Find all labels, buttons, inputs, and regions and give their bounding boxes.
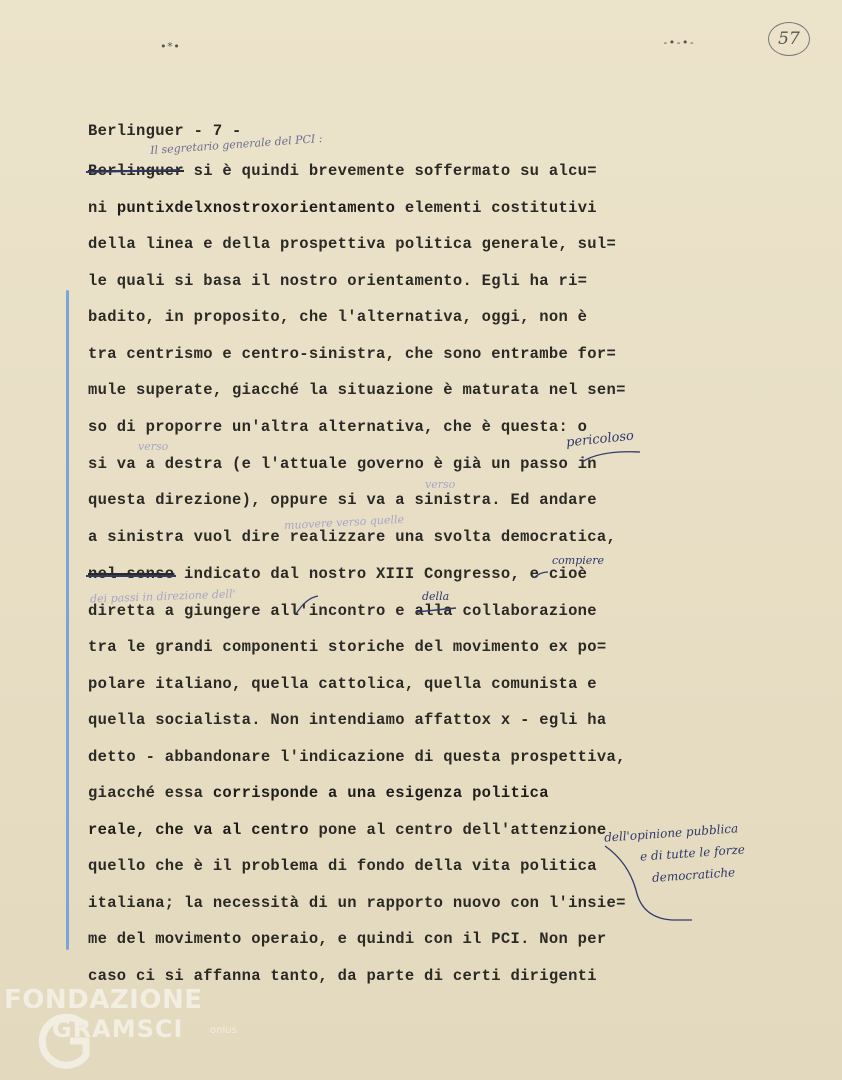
caret-all xyxy=(296,596,318,614)
line-text: elementi costitutivi xyxy=(395,199,597,217)
line-text: so di proporre un'altra alternativa, che è questa: o xyxy=(88,418,588,436)
annotation-della: della xyxy=(422,590,450,603)
strike-berlinguer-stroke xyxy=(86,170,180,172)
annotation-pericoloso: pericoloso xyxy=(565,428,635,451)
line-text: questa direzione), oppure si va a sinistra. Ed andare xyxy=(88,491,597,509)
fondazione-gramsci-watermark xyxy=(4,985,254,1075)
line-text: a sinistra vuol dire realizzare una svolta democratica, xyxy=(88,528,617,546)
overtyped-text: puntixdelxnostroxorientamento xyxy=(116,199,396,217)
annotation-compiere: compiere xyxy=(552,554,605,567)
line-text: pone al centro dell'attenzione xyxy=(308,821,607,839)
line-text: tra centrismo e centro-sinistra, che sono entrambe for= xyxy=(88,345,617,363)
watermark-line-2: GRAMSCI xyxy=(52,1015,184,1043)
faint-pencil-3: dei passi in direzione dell' xyxy=(89,587,236,606)
line-text: mule superate, giacché la situazione è maturata nel sen= xyxy=(88,381,626,399)
watermark-line-1: FONDAZIONE xyxy=(4,985,203,1015)
faint-pencil-1: verso xyxy=(138,440,169,453)
line-text: quello che è il problema di fondo della vita politica xyxy=(88,857,597,875)
line-text: me del movimento operaio, e quindi con il PCI. Non per xyxy=(88,930,607,948)
line-text: quella socialista. Non intendiamo affattox x - egli ha xyxy=(88,711,607,729)
line-text: badito, in proposito, che l'alternativa, oggi, non è xyxy=(88,308,588,326)
document-title: Berlinguer - 7 - xyxy=(88,122,242,140)
line-prefix: giacché essa xyxy=(88,784,213,802)
watermark-onlus: onlus xyxy=(210,1025,237,1036)
line-text: detto - abbandonare l'indicazione di questa prospettiva, xyxy=(88,748,626,766)
caret-pericoloso xyxy=(582,452,640,462)
line-text: tra le grandi componenti storiche del movimento ex po= xyxy=(88,638,607,656)
line-text: caso ci si affanna tanto, da parte di certi dirigenti xyxy=(88,967,597,985)
top-right-mark: -•-•- xyxy=(662,36,696,49)
struck-word: Berlinguer xyxy=(88,162,185,180)
top-left-mark: •*• xyxy=(160,40,180,53)
line-text: si è quindi brevemente soffermato su alcu= xyxy=(184,162,597,180)
line-prefix: ni xyxy=(88,199,117,217)
page-number-circled: 57 xyxy=(768,22,810,56)
line-text: polare italiano, quella cattolica, quella comunista e xyxy=(88,675,597,693)
line-text: della linea e della prospettiva politica generale, sul= xyxy=(88,235,617,253)
line-text: indicato dal nostro XIII Congresso, e cioè xyxy=(174,565,588,583)
strike-alla xyxy=(416,608,456,612)
annotation-above-line1: Il segretario generale del PCI : xyxy=(149,131,323,158)
faint-pencil-2: muovere verso quelle xyxy=(283,512,405,533)
line-text: diretta a giungere all'incontro e alla collaborazione xyxy=(88,602,597,620)
margin-note-line-3: democratiche xyxy=(651,865,736,885)
line-text: le quali si basa il nostro orientamento. Egli ha ri= xyxy=(88,272,588,290)
line-text: si va a destra (e l'attuale governo è già un passo in xyxy=(88,455,597,473)
line-text: italiana; la necessità di un rapporto nuovo con l'insie= xyxy=(88,894,626,912)
overtyped-text: reale, che va al centro xyxy=(88,821,309,839)
caret-compiere xyxy=(534,572,548,578)
margin-note-line-2: e di tutte le forze xyxy=(639,842,746,864)
struck-words: nel senso xyxy=(88,565,175,583)
margin-bracket xyxy=(605,846,692,920)
annotation-verso: verso xyxy=(425,478,456,491)
overtyped-text: corrisponde a una esigenza politica xyxy=(212,784,549,802)
margin-note-line-1: dell'opinione pubblica xyxy=(603,821,739,845)
